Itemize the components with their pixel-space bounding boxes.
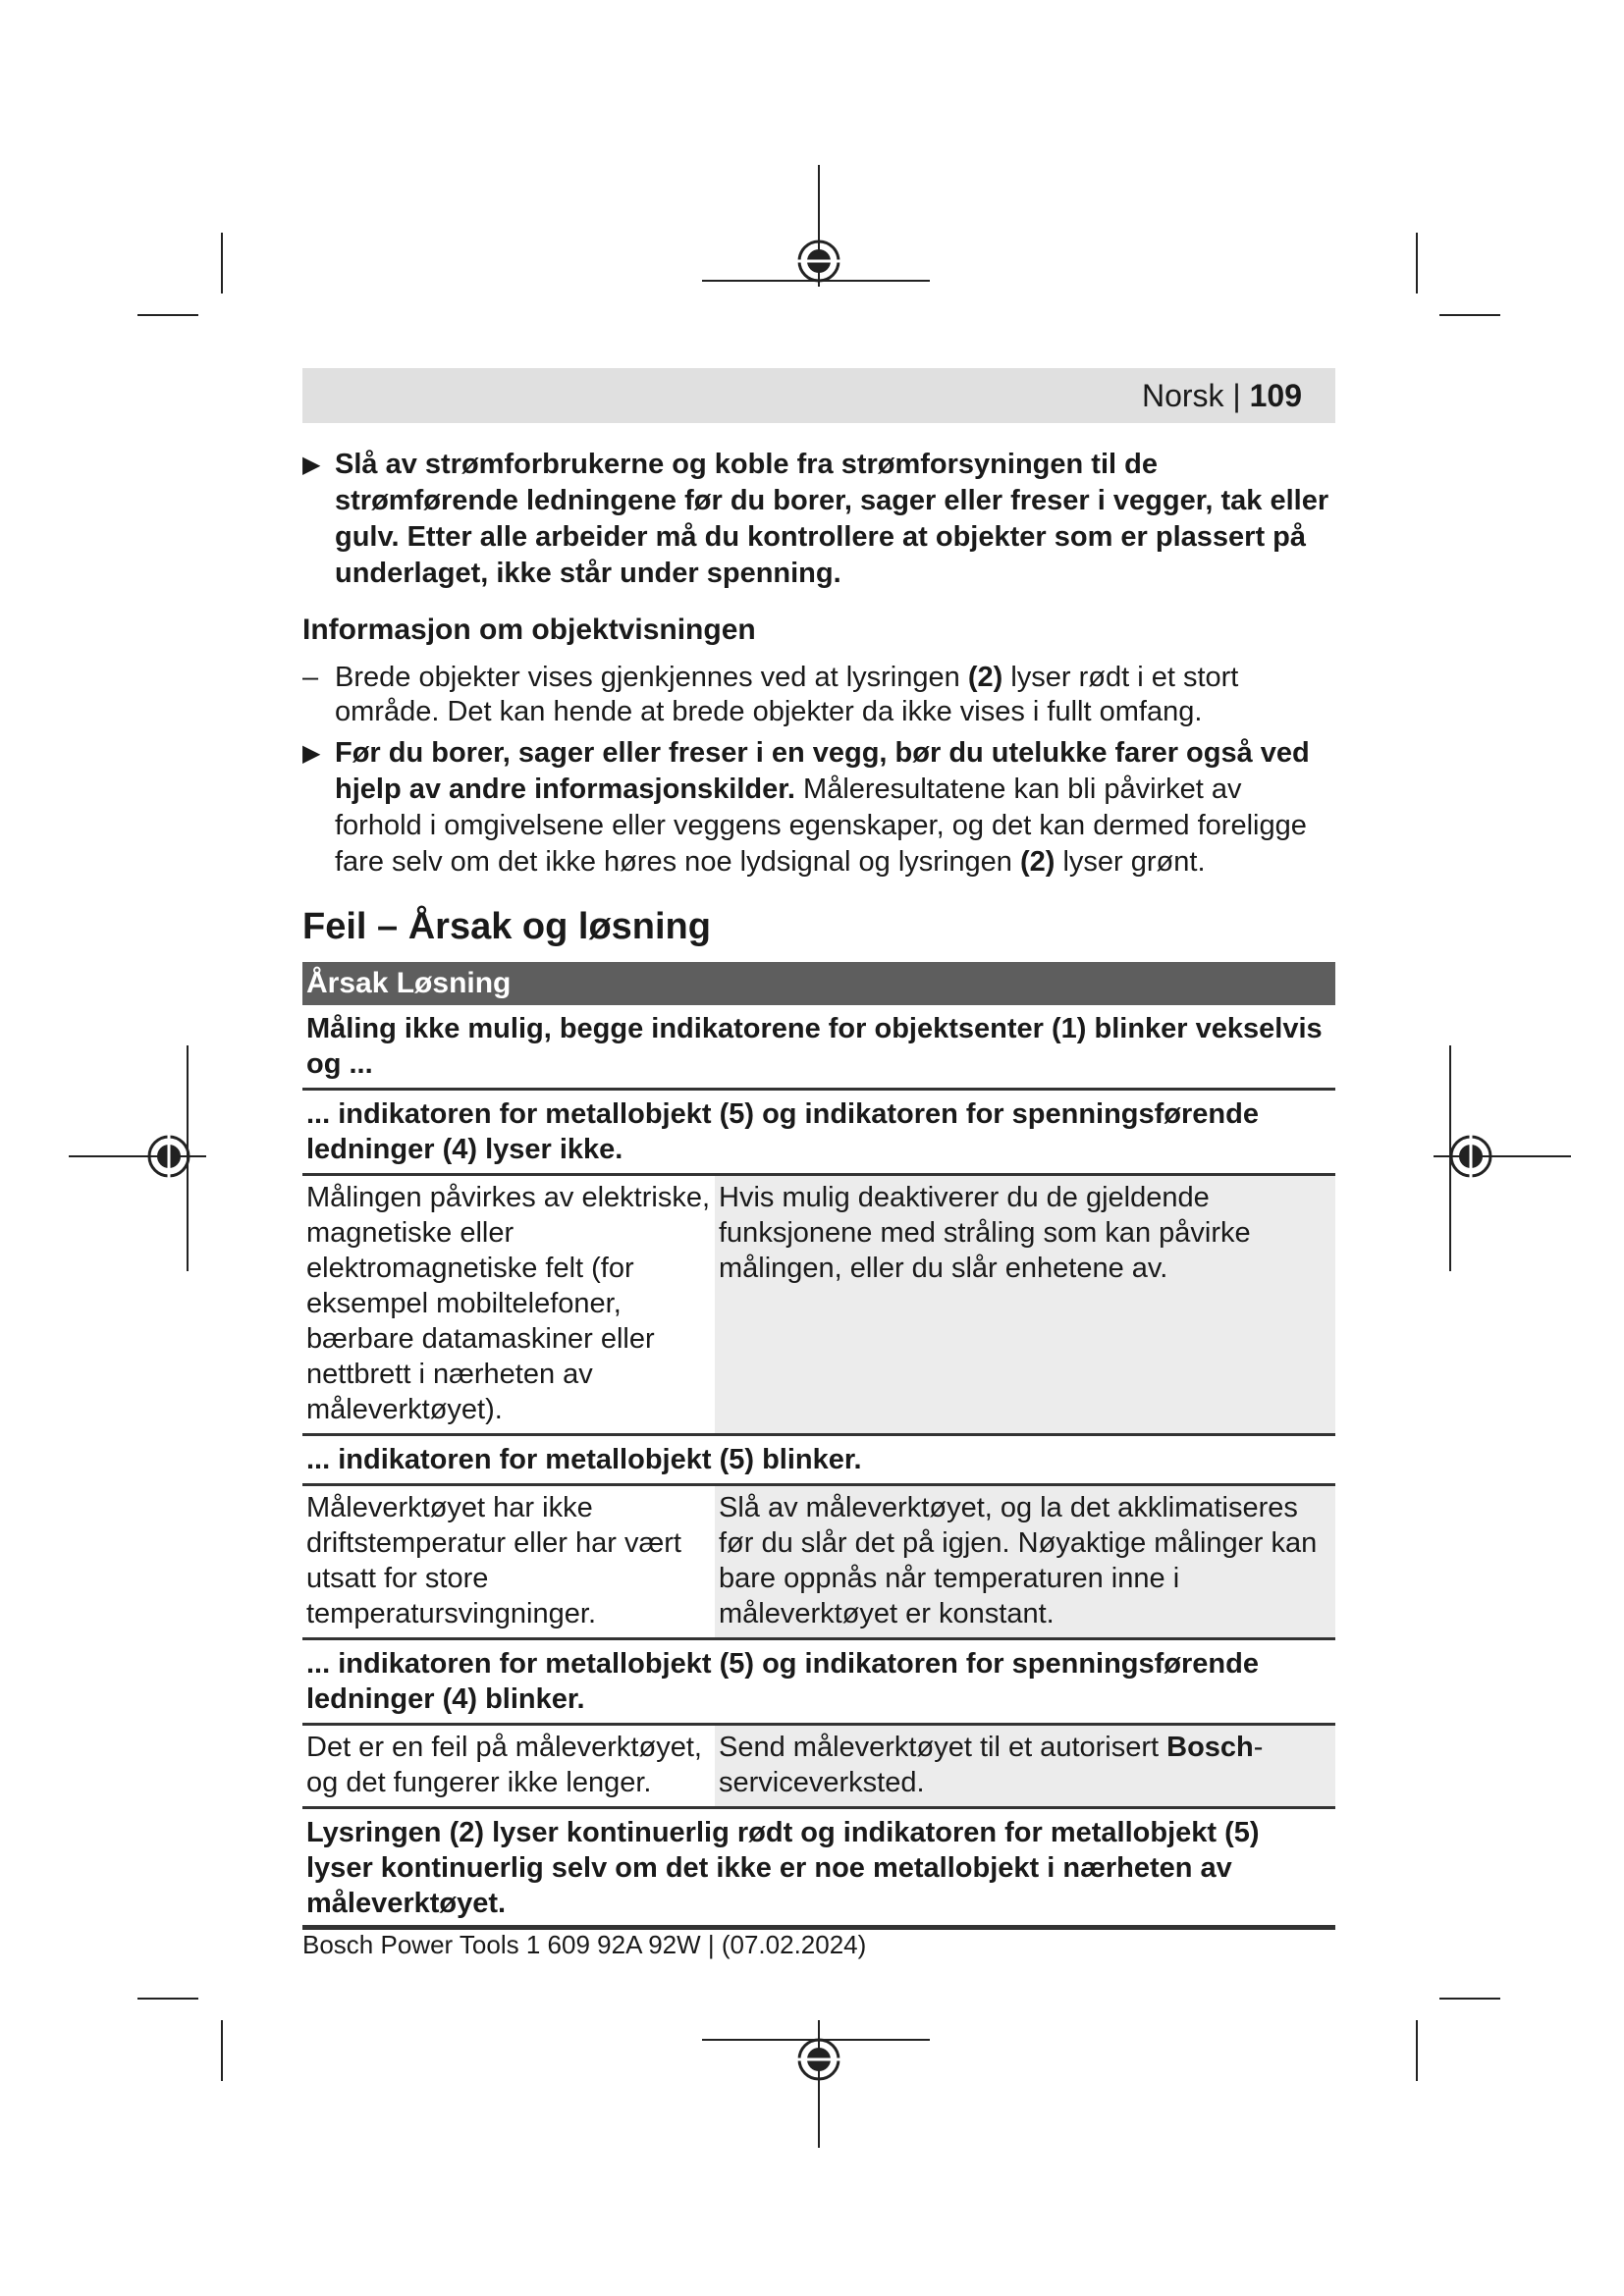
registration-mark-icon <box>1434 1109 1571 1207</box>
crop-mark <box>137 314 198 316</box>
troubleshooting-table <box>302 962 1335 1930</box>
table-row <box>302 1485 1335 1639</box>
group-title: ... indikatoren for metallobjekt (5) og indikatoren for spenningsførende ledninger (4) blinker. <box>302 1639 1335 1725</box>
warning-item <box>302 735 1335 881</box>
group-title: ... indikatoren for metallobjekt (5) og indikatoren for spenningsførende ledninger (4) lyser ikke. <box>302 1090 1335 1175</box>
crop-mark <box>1416 233 1418 294</box>
page-footer: Bosch Power Tools 1 609 92A 92W | (07.02.2024) <box>302 1930 867 1959</box>
cause-cell: Målingen påvirkes av elektriske, magnetiske eller elektromagnetiske felt (for eksempel mobiltelefoner, bærbare datamaskiner eller nettbrett i nærheten av måleverktøyet). <box>302 1175 715 1435</box>
solution-text-end: -serviceverksted. <box>719 1732 1264 1798</box>
arrow-bullet-icon: ▶ <box>302 452 321 478</box>
solution-cell: Slå av måleverktøyet, og la det akklimatiseres før du slår det på igjen. Nøyaktige målinger kan bare oppnås når temperaturen inne i måleverktøyet er konstant. <box>715 1485 1335 1639</box>
registration-mark-icon <box>702 165 938 287</box>
warning-ref: (2) <box>1019 846 1056 878</box>
table-group-row <box>302 1808 1335 1929</box>
group-title: Måling ikke mulig, begge indikatorene for objektsenter (1) blinker vekselvis og ... <box>302 1005 1335 1090</box>
header-text <box>1142 378 1302 414</box>
cause-cell: Det er en feil på måleverktøyet, og det fungerer ikke lenger. <box>302 1725 715 1808</box>
table-group-row <box>302 1005 1335 1090</box>
footer-divider <box>302 1925 1335 1927</box>
crop-mark <box>221 2020 223 2081</box>
warning-bold-text: Før du borer, sager eller freser i en vegg, bør du utelukke farer også ved hjelp av andre informasjonskilder. <box>335 737 1310 805</box>
info-ref: (2) <box>967 662 1003 693</box>
section-title: Feil – Årsak og løsning <box>302 906 711 947</box>
page-header <box>302 368 1335 423</box>
warning-text: Slå av strømforbrukerne og koble fra strømforsyningen til de strømførende ledningene før du borer, sager eller freser i vegger, tak eller gulv. Etter alle arbeider må du kontrollere at objekter som er plassert på underlaget, ikke står under spenning. <box>335 449 1329 589</box>
header-separator: | <box>1223 378 1250 413</box>
registration-mark-icon <box>702 2020 938 2148</box>
info-text-part1: Brede objekter vises gjenkjennes ved at lysringen <box>335 662 968 693</box>
table-group-row <box>302 1435 1335 1485</box>
warning-normal-text: Måleresultatene kan bli påvirket av forhold i omgivelsene eller veggens egenskaper, og det kan dermed foreligge fare selv om det ikke høres noe lydsignal og lysringen <box>335 774 1307 878</box>
solution-cell <box>715 1725 1335 1808</box>
crop-mark <box>1439 1998 1500 2000</box>
brand-name: Bosch <box>1166 1732 1254 1763</box>
table-header-row <box>302 962 1335 1005</box>
group-title: ... indikatoren for metallobjekt (5) blinker. <box>302 1435 1335 1485</box>
arrow-bullet-icon: ▶ <box>302 740 321 767</box>
solution-text: Send måleverktøyet til et autorisert <box>719 1732 1167 1763</box>
table-group-row <box>302 1639 1335 1725</box>
warning-normal-text-end: lyser grønt. <box>1055 846 1206 878</box>
registration-mark-icon <box>69 1109 206 1207</box>
info-text-part2: lyser rødt i et stort område. Det kan hende at brede objekter da ikke vises i fullt omfang. <box>335 662 1239 727</box>
crop-mark <box>137 1998 198 2000</box>
table-row <box>302 1175 1335 1435</box>
warning-item <box>302 447 1335 592</box>
group-title: Lysringen (2) lyser kontinuerlig rødt og indikatoren for metallobjekt (5) lyser kontinuerlig selv om det ikke er noe metallobjekt i nærheten av måleverktøyet. <box>302 1808 1335 1929</box>
dash-marker: – <box>302 662 319 693</box>
info-heading: Informasjon om objektvisningen <box>302 614 756 646</box>
crop-mark <box>221 233 223 294</box>
info-item <box>302 661 1335 729</box>
crop-mark <box>1416 2020 1418 2081</box>
page-number: 109 <box>1249 378 1302 413</box>
crop-mark <box>1439 314 1500 316</box>
table-group-row <box>302 1090 1335 1175</box>
table-row <box>302 1725 1335 1808</box>
table-header: Årsak Løsning <box>302 962 1335 1005</box>
header-language: Norsk <box>1141 378 1224 413</box>
cause-cell: Måleverktøyet har ikke driftstemperatur eller har vært utsatt for store temperatursvingninger. <box>302 1485 715 1639</box>
page-content <box>302 447 1335 1930</box>
solution-cell: Hvis mulig deaktiverer du de gjeldende funksjonene med stråling som kan påvirke målingen, eller du slår enhetene av. <box>715 1175 1335 1435</box>
